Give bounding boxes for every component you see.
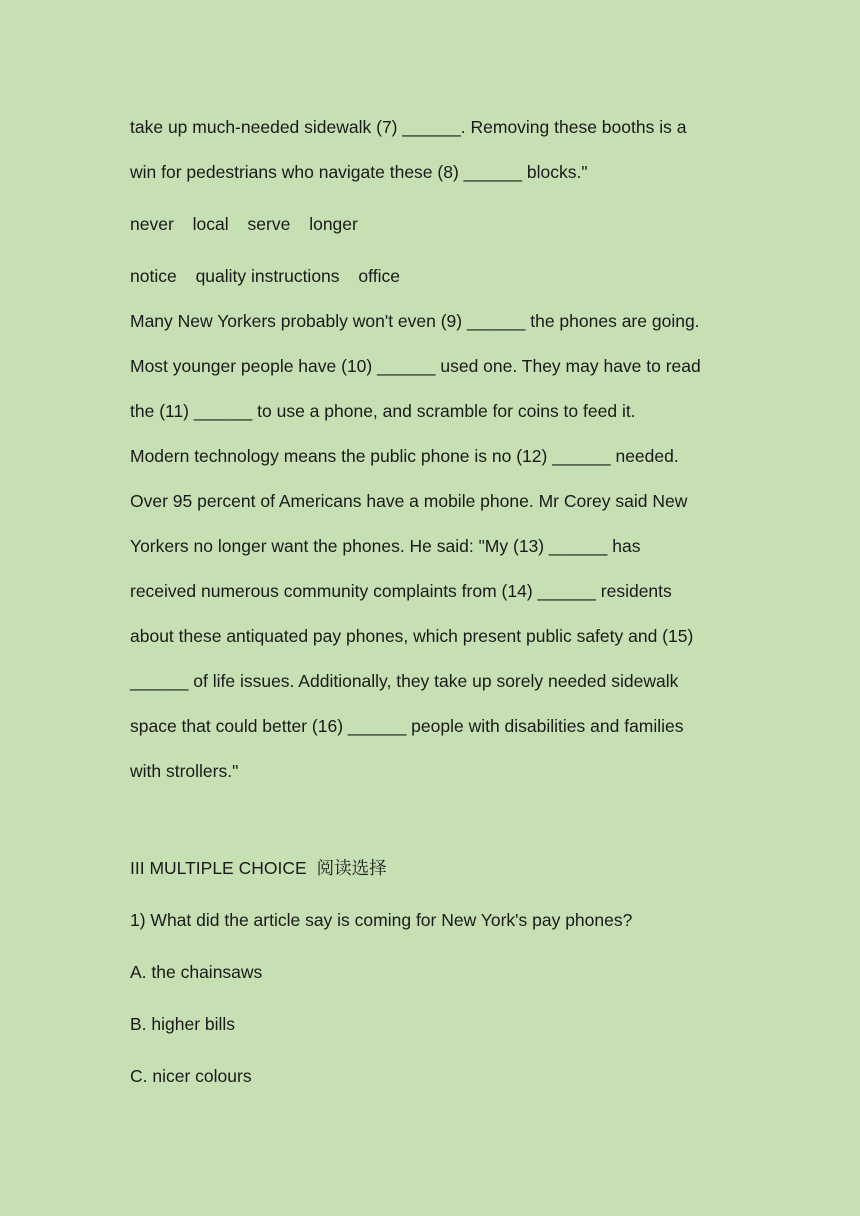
word-bank-item: office [358,266,400,286]
word-bank-item: notice [130,266,177,286]
passage-line: Many New Yorkers probably won't even (9) ______ the phones are going. [130,311,700,331]
section-title: III MULTIPLE CHOICE [130,858,307,878]
word-bank-row [130,259,750,304]
word-bank-item: local [192,214,229,234]
answer-option: C. nicer colours [130,1066,252,1086]
word-bank-item: serve [247,214,291,234]
answer-option: A. the chainsaws [130,962,263,982]
passage-line: about these antiquated pay phones, which present public safety and (15) [130,626,694,646]
question-prompt: 1) What did the article say is coming for New York's pay phones? [130,910,633,930]
passage-line: take up much-needed sidewalk (7) ______. Removing these booths is a [130,117,687,137]
passage-line: Modern technology means the public phone is no (12) ______ needed. [130,446,679,466]
document-content [130,110,750,1111]
section-heading [130,851,750,903]
word-bank-row [130,207,750,259]
word-bank-item: longer [309,214,358,234]
passage-line: ______ of life issues. Additionally, they take up sorely needed sidewalk [130,671,679,691]
answer-option: B. higher bills [130,1014,236,1034]
passage-line: Over 95 percent of Americans have a mobile phone. Mr Corey said New [130,491,688,511]
passage-line: win for pedestrians who navigate these (8) ______ blocks." [130,162,588,182]
blank-spacer [130,799,750,851]
word-bank-item: quality instructions [195,266,340,286]
passage-line: Yorkers no longer want the phones. He said: "My (13) ______ has [130,536,641,556]
section-title-cn: 阅读选择 [316,859,387,879]
passage-line: the (11) ______ to use a phone, and scramble for coins to feed it. [130,401,636,421]
passage-line: Most younger people have (10) ______ used one. They may have to read [130,356,701,376]
word-bank-item: never [130,214,174,234]
passage-line: space that could better (16) ______ people with disabilities and families [130,716,684,736]
passage-line: received numerous community complaints from (14) ______ residents [130,581,672,601]
passage-line: with strollers." [130,761,239,781]
